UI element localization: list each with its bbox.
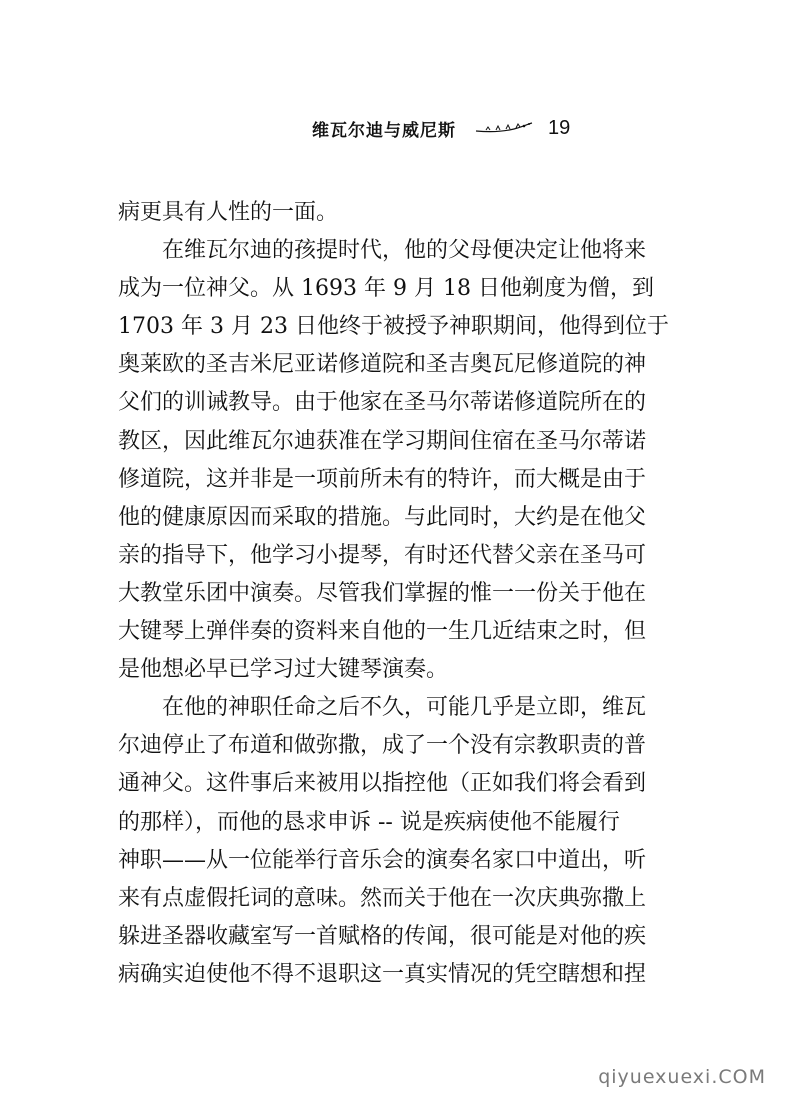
text-line: 大键琴上弹伴奏的资料来自他的一生几近结束之时，但 xyxy=(118,619,647,645)
text-line: 亲的指导下，他学习小提琴，有时还代替父亲在圣马可 xyxy=(118,542,647,568)
decorative-flourish-icon xyxy=(474,120,534,136)
text-line: 在他的神职任命之后不久，可能几乎是立即，维瓦 xyxy=(162,695,647,721)
text-line: 病更具有人性的一面。 xyxy=(118,200,339,225)
text-line: 1703 年 3 月 23 日他终于被授予神职期间，他得到位于 xyxy=(118,314,669,340)
text-line: 父们的训诫教导。由于他家在圣马尔蒂诺修道院所在的 xyxy=(118,390,647,416)
running-header xyxy=(312,116,570,140)
text-line: 躲进圣器收藏室写一首赋格的传闻，很可能是对他的疾 xyxy=(118,923,647,949)
text-line: 通神父。这件事后来被用以指控他（正如我们将会看到 xyxy=(118,771,647,797)
text-line: 大教堂乐团中演奏。尽管我们掌握的惟一一份关于他在 xyxy=(118,580,647,606)
paragraph-1 xyxy=(118,194,678,232)
text-line: 修道院，这并非是一项前所未有的特许，而大概是由于 xyxy=(118,466,647,492)
paragraph-2 xyxy=(118,232,678,689)
text-line: 在维瓦尔迪的孩提时代，他的父母便决定让他将来 xyxy=(162,238,647,264)
text-line: 教区，因此维瓦尔迪获准在学习期间住宿在圣马尔蒂诺 xyxy=(118,428,647,454)
text-line: 神职——从一位能举行音乐会的演奏名家口中道出，听 xyxy=(118,847,647,873)
text-line: 的那样），而他的恳求申诉 -- 说是疾病使他不能履行 xyxy=(118,809,620,835)
text-line: 病确实迫使他不得不退职这一真实情况的凭空瞎想和捏 xyxy=(118,961,647,987)
text-line: 尔迪停止了布道和做弥撒，成了一个没有宗教职责的普 xyxy=(118,733,647,759)
running-title: 维瓦尔迪与威尼斯 xyxy=(312,120,456,141)
text-line: 奥莱欧的圣吉米尼亚诺修道院和圣吉奥瓦尼修道院的神 xyxy=(118,352,647,378)
text-line: 是他想必早已学习过大键琴演奏。 xyxy=(118,657,449,683)
text-line: 成为一位神父。从 1693 年 9 月 18 日他剃度为僧，到 xyxy=(118,276,654,302)
site-watermark: qiyuexuexi.COM xyxy=(598,1066,766,1088)
paragraph-3 xyxy=(118,689,678,994)
text-line: 来有点虚假托词的意味。然而关于他在一次庆典弥撒上 xyxy=(118,885,647,911)
body-text xyxy=(118,194,678,994)
text-line: 他的健康原因而采取的措施。与此同时，大约是在他父 xyxy=(118,504,647,530)
page-number: 19 xyxy=(548,116,571,139)
